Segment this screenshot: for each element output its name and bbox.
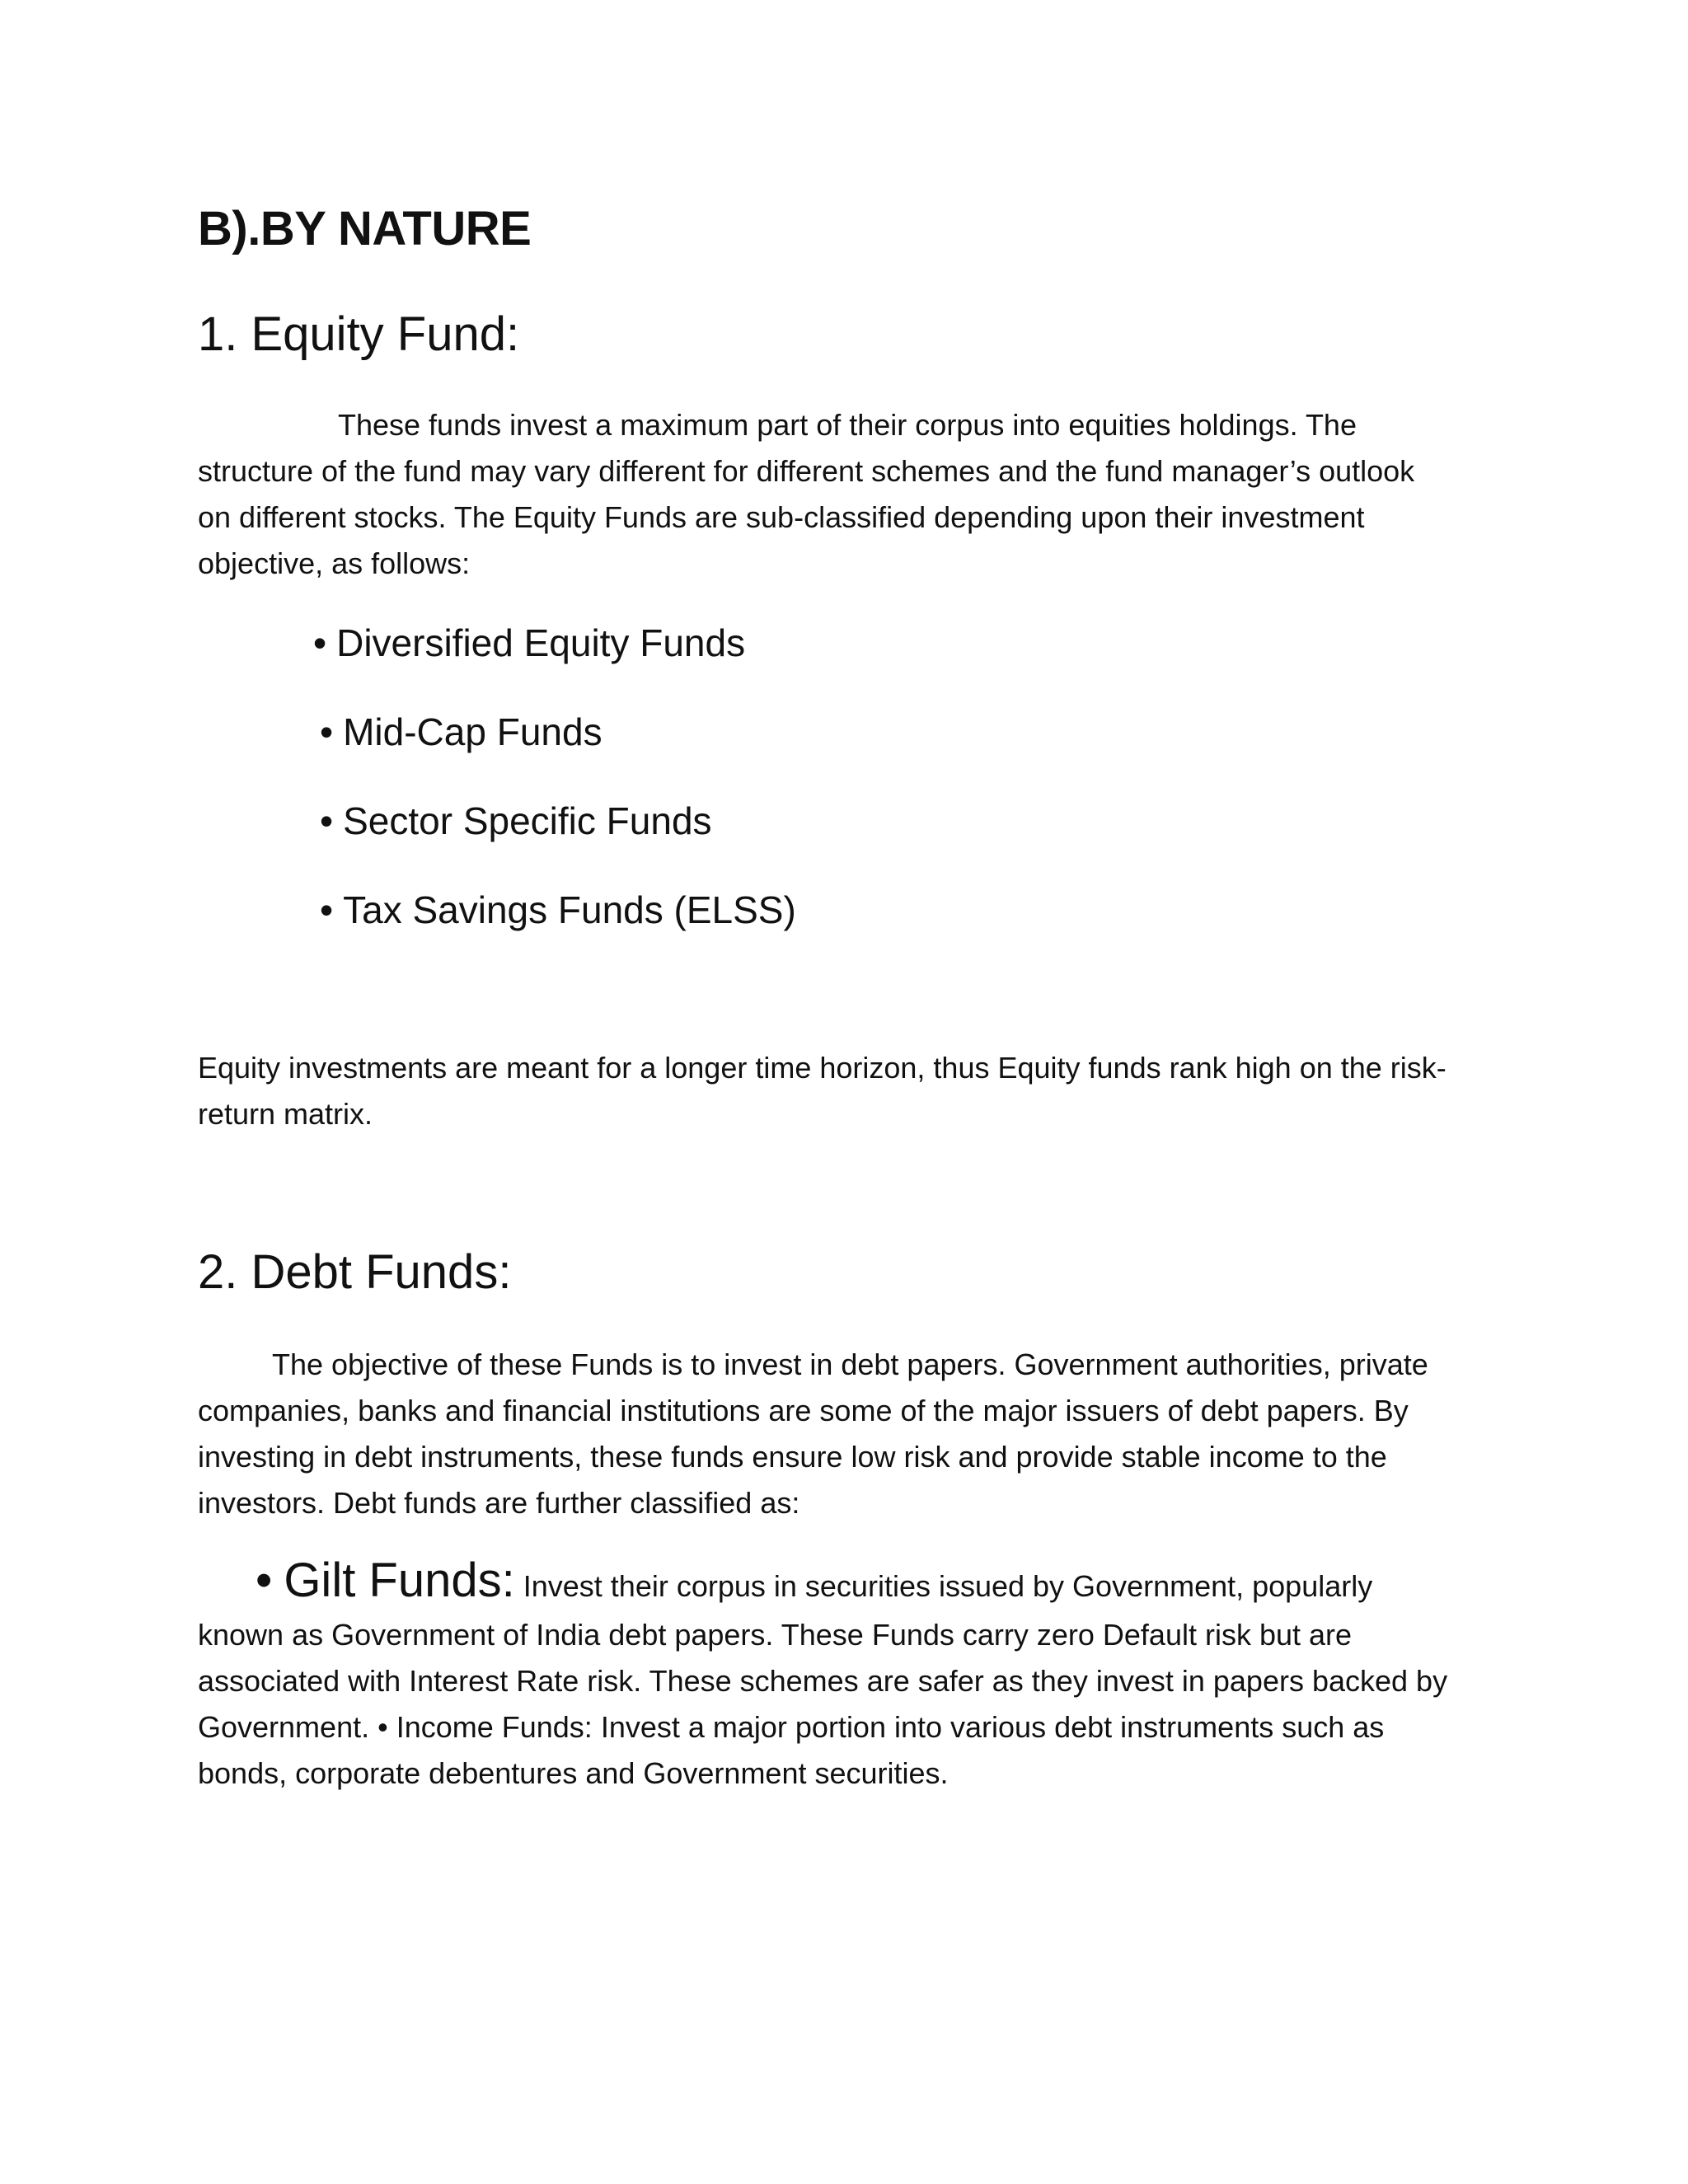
list-item-label: Tax Savings Funds (ELSS) (343, 888, 796, 931)
paragraph-line: These funds invest a maximum part of their corpus into equities holdings. The (338, 408, 1357, 442)
paragraph-line: known as Government of India debt papers. These Funds carry zero Default risk but are (198, 1618, 1353, 1652)
paragraph-line: investing in debt instruments, these funds ensure low risk and provide stable income to the (198, 1440, 1387, 1474)
bullet-icon: • (256, 1554, 273, 1607)
list-item (313, 796, 796, 885)
equity-conclusion-paragraph (198, 1045, 1500, 1137)
equity-fund-paragraph (198, 402, 1500, 587)
list-item (313, 618, 796, 707)
list-item-label: Mid-Cap Funds (343, 710, 603, 753)
list-item-label: Sector Specific Funds (343, 799, 712, 842)
paragraph-line: return matrix. (198, 1097, 373, 1131)
bullet-icon: • (320, 799, 334, 842)
equity-fund-types-list (313, 618, 796, 974)
list-item-label: Diversified Equity Funds (336, 621, 746, 664)
list-item (313, 707, 796, 796)
gilt-funds-title: Gilt Funds: (284, 1554, 515, 1607)
bullet-icon: • (320, 710, 334, 753)
paragraph-line: structure of the fund may vary different for different schemes and the fund manager’s outlook (198, 454, 1415, 488)
section-heading: B).BY NATURE (198, 202, 532, 255)
bullet-icon: • (313, 621, 327, 664)
debt-funds-heading: 2. Debt Funds: (198, 1245, 512, 1299)
paragraph-line: investors. Debt funds are further classified as: (198, 1486, 800, 1520)
paragraph-line: bonds, corporate debentures and Government securities. (198, 1756, 949, 1790)
list-item (313, 885, 796, 974)
paragraph-line: Equity investments are meant for a longer time horizon, thus Equity funds rank high on the risk- (198, 1051, 1447, 1085)
debt-funds-paragraph (198, 1342, 1500, 1526)
equity-fund-heading: 1. Equity Fund: (198, 307, 520, 361)
gilt-first-line-text: Invest their corpus in securities issued by Government, popularly (523, 1569, 1373, 1603)
paragraph-line: objective, as follows: (198, 546, 471, 580)
paragraph-line: on different stocks. The Equity Funds are sub-classified depending upon their investment (198, 500, 1365, 534)
paragraph-line: The objective of these Funds is to invest in debt papers. Government authorities, private (272, 1347, 1428, 1381)
gilt-first-line (198, 1554, 1500, 1612)
paragraph-line: companies, banks and financial institutions are some of the major issuers of debt papers. By (198, 1394, 1409, 1427)
paragraph-line: Government. • Income Funds: Invest a major portion into various debt instruments such as (198, 1710, 1385, 1744)
paragraph-line: associated with Interest Rate risk. These schemes are safer as they invest in papers backed by (198, 1664, 1448, 1698)
gilt-funds-paragraph (198, 1554, 1500, 1797)
bullet-icon: • (320, 888, 334, 931)
